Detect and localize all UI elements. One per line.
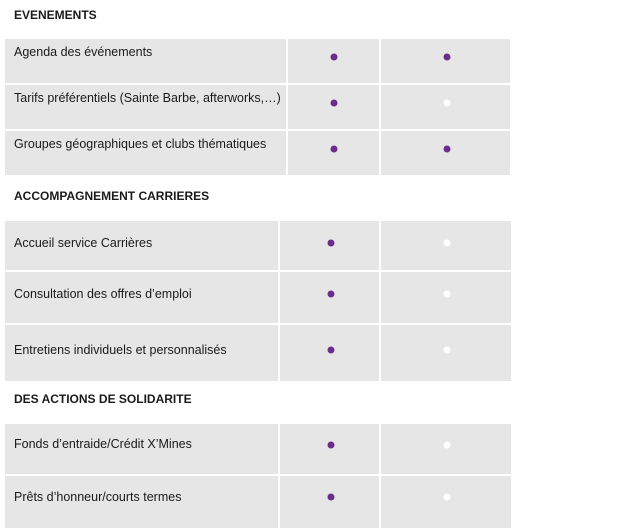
row-label: Agenda des événements	[14, 45, 153, 59]
column-divider	[379, 272, 381, 323]
member-bullet-icon	[331, 54, 338, 61]
row-label: Entretiens individuels et personnalisés	[14, 343, 227, 357]
column-divider	[286, 39, 288, 83]
row-label: Fonds d’entraide/Crédit X’Mines	[14, 437, 192, 451]
member-bullet-icon	[328, 442, 335, 449]
member-bullet-icon	[328, 494, 335, 501]
section-title-solidarite: DES ACTIONS DE SOLIDARITE	[14, 392, 192, 406]
premium-bullet-icon	[444, 347, 451, 354]
column-divider	[278, 424, 280, 474]
column-divider	[379, 476, 381, 528]
row-label: Prêts d’honneur/courts termes	[14, 490, 182, 504]
table-row	[5, 221, 511, 270]
section-title-evenements: EVENEMENTS	[14, 8, 97, 22]
premium-bullet-icon	[444, 240, 451, 247]
column-divider	[379, 131, 381, 175]
column-divider	[286, 85, 288, 129]
column-divider	[278, 221, 280, 270]
column-divider	[379, 85, 381, 129]
premium-bullet-icon	[444, 291, 451, 298]
column-divider	[278, 325, 280, 381]
row-label: Tarifs préférentiels (Sainte Barbe, afterworks,…)	[14, 91, 281, 105]
premium-bullet-icon	[444, 100, 451, 107]
member-bullet-icon	[328, 240, 335, 247]
table-row	[5, 272, 511, 323]
row-label: Consultation des offres d’emploi	[14, 287, 192, 301]
premium-bullet-icon	[444, 442, 451, 449]
table-row	[5, 476, 511, 528]
column-divider	[379, 424, 381, 474]
column-divider	[286, 131, 288, 175]
row-label: Groupes géographiques et clubs thématiques	[14, 137, 267, 151]
table-row	[5, 39, 510, 83]
table-row	[5, 424, 511, 474]
member-bullet-icon	[331, 146, 338, 153]
member-bullet-icon	[328, 291, 335, 298]
table-row	[5, 85, 510, 129]
premium-bullet-icon	[444, 146, 451, 153]
member-bullet-icon	[328, 347, 335, 354]
premium-bullet-icon	[444, 494, 451, 501]
row-label: Accueil service Carrières	[14, 236, 153, 250]
column-divider	[278, 272, 280, 323]
member-bullet-icon	[331, 100, 338, 107]
table-row	[5, 131, 510, 175]
column-divider	[278, 476, 280, 528]
premium-bullet-icon	[444, 54, 451, 61]
section-title-accompagnement: ACCOMPAGNEMENT CARRIERES	[14, 189, 210, 203]
table-row	[5, 325, 511, 381]
column-divider	[379, 325, 381, 381]
column-divider	[379, 39, 381, 83]
column-divider	[379, 221, 381, 270]
